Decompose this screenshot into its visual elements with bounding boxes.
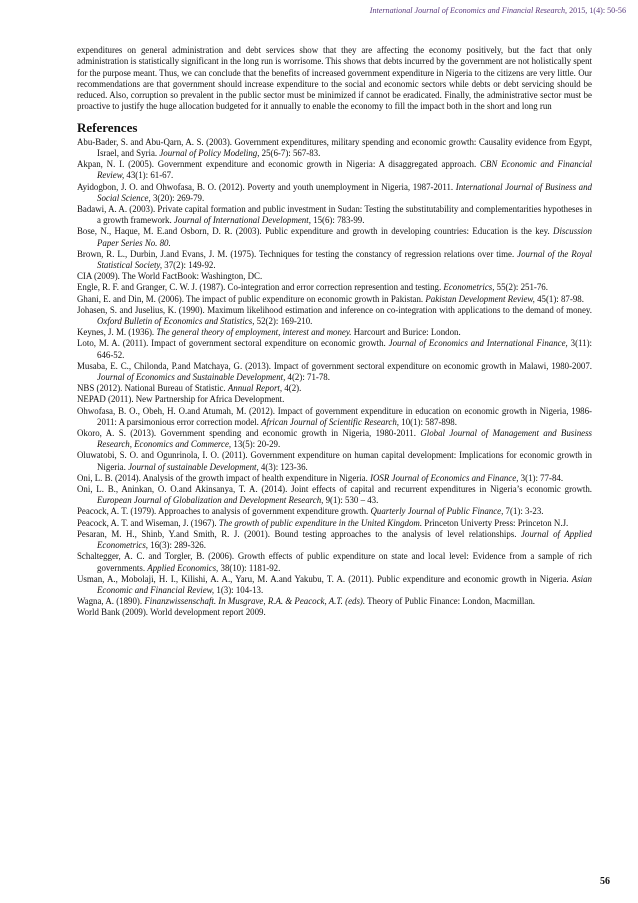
reference-source: Pakistan Development Review,	[425, 293, 535, 304]
reference-details: 15(6): 783-99.	[310, 215, 365, 226]
references-heading: References	[77, 119, 138, 135]
reference-entry	[77, 551, 592, 573]
reference-details: 1(3): 104-13.	[214, 584, 264, 595]
reference-details: 3(11): 646-52.	[97, 338, 592, 360]
journal-name: International Journal of Economics and Financial Research,	[369, 6, 568, 15]
reference-details: 3(20): 269-79.	[150, 192, 205, 203]
reference-entry	[77, 484, 592, 506]
reference-entry	[77, 473, 592, 484]
reference-text: World Bank (2009). World development report 2009.	[77, 607, 266, 618]
reference-text: CIA (2009). The World FactBook: Washington, DC.	[77, 271, 263, 282]
reference-entry	[77, 182, 592, 204]
reference-source: The growth of public expenditure in the United Kingdom.	[218, 517, 423, 528]
reference-entry	[77, 159, 592, 181]
reference-entry	[77, 294, 592, 305]
page-number: 56	[600, 876, 610, 887]
running-header	[370, 6, 626, 15]
reference-text: Ohwofasa, B. O., Obeh, H. O.and Atumah, M. (2012). Impact of government expenditure in education on economic growth in Nigeria, 1986-2011: A parsimonious error correction model.	[77, 405, 592, 427]
journal-issue: 2015, 1(4): 50-56	[567, 6, 626, 15]
reference-text: Oluwatobi, S. O. and Ogunrinola, I. O. (2011). Government expenditure on human capital development: Implications for economic growth in Nigeria.	[77, 450, 592, 472]
reference-text: Badawi, A. A. (2003). Private capital formation and public investment in Sudan: Testing the substitutability and complementarities hypotheses in a growth framework.	[77, 204, 592, 226]
reference-details: 16(3): 289-326.	[148, 540, 206, 551]
conclusion-paragraph: expenditures on general administration and debt services show that they are affecting the economy positively, but the fact that only administration is statistically significant in the long run is worrisome. This shows that debts incurred by the government are not holistically spent for the purpose meant. Thus, we can conclude that the benefits of increased government expenditure in Nigeria to the citizens are very little. Our recommendations are that government should increase expenditure to the social and economic sectors while debts or debt servicing should be reduced. Also, corruption so prevalent in the public sector must be minimized if cannot be eradicated. Finally, the administrative sector must be proactive to justify the huge allocation budgeted for it annually to enable the economy to fill the impact both in the short and long run	[77, 45, 592, 112]
reference-text: Pesaran, M. H., Shinb, Y.and Smith, R. J. (2001). Bound testing approaches to the analysis of level relationships.	[77, 528, 521, 539]
reference-details: 7(1): 3-23.	[503, 506, 544, 517]
reference-entry	[77, 406, 592, 428]
reference-source: Journal of Policy Modeling	[159, 147, 258, 158]
reference-source: Discussion Paper Series No. 80.	[97, 226, 592, 248]
reference-text: Johasen, S. and Juselius, K. (1990). Maximum likelihood estimation and inference on co-integration with applications to the demand of money.	[77, 304, 592, 315]
reference-source: Journal of sustainable Development,	[128, 461, 259, 472]
reference-entry	[77, 271, 592, 282]
reference-entry	[77, 327, 592, 338]
reference-details: 52(2): 169-210.	[254, 316, 313, 327]
reference-text: Ayidogbon, J. O. and Ohwofasa, B. O. (2012). Poverty and youth unemployment in Nigeria, 1987-2011.	[77, 181, 456, 192]
reference-entry	[77, 338, 592, 360]
reference-text: Abu-Bader, S. and Abu-Qarn, A. S. (2003). Government expenditures, military spending and economic growth: Causality evidence from Egypt, Israel, and Syria.	[77, 136, 592, 158]
reference-details: 9(1): 530 – 43.	[323, 495, 379, 506]
reference-source: International Journal of Business and Social Science,	[97, 181, 592, 203]
reference-text: Wagna, A. (1890).	[77, 596, 145, 607]
reference-source: Finanzwissenschaft. In Musgrave, R.A. & Peacock, A.T. (eds).	[144, 596, 366, 607]
reference-list	[77, 137, 592, 619]
reference-text: Peacock, A. T. (1979). Approaches to analysis of government expenditure growth.	[77, 506, 371, 517]
reference-source: Econometrics,	[443, 282, 495, 293]
reference-details: 55(2): 251-76.	[494, 282, 548, 293]
reference-source: Annual Report,	[227, 383, 283, 394]
reference-text: Bose, N., Haque, M. E.and Osborn, D. R. (2003). Public expenditure and growth in developing countries: Education is the key.	[77, 226, 554, 237]
page-content	[77, 45, 592, 619]
reference-details: 45(1): 87-98.	[534, 293, 584, 304]
reference-text: Ghani, E. and Din, M. (2006). The impact of public expenditure on economic growth in Pakistan.	[77, 293, 426, 304]
reference-source: Journal of the Royal Statistical Society,	[97, 248, 592, 271]
reference-entry	[77, 204, 592, 226]
reference-text: Okoro, A. S. (2013). Government spending and economic growth in Nigeria, 1980-2011.	[77, 428, 421, 439]
reference-text: Peacock, A. T. and Wiseman, J. (1967).	[77, 517, 219, 528]
reference-details: 4(3): 123-36.	[258, 461, 308, 472]
reference-details: 37(2): 149-92.	[162, 260, 216, 271]
reference-entry	[77, 394, 592, 405]
reference-entry	[77, 361, 592, 383]
reference-source: Journal of Economics and Sustainable Development,	[97, 372, 286, 383]
reference-details: 3(1): 77-84.	[518, 472, 564, 483]
reference-source: African Journal of Scientific Research,	[261, 416, 400, 427]
reference-text: Brown, R. L., Durbin, J.and Evans, J. M. (1975). Techniques for testing the constancy of regression relations over time.	[77, 248, 518, 259]
reference-text: Usman, A., Mobolaji, H. I., Kilishi, A. A., Yaru, M. A.and Yakubu, T. A. (2011). Public expenditure and economic growth in Nigeria.	[77, 573, 572, 584]
reference-text: Oni, L. B., Aninkan, O. O.and Akinsanya, T. A. (2014). Joint effects of capital and recurrent expenditures in Nigeria’s economic growth.	[77, 484, 592, 495]
reference-text: Loto, M. A. (2011). Impact of government sectoral expenditure on economic growth.	[77, 338, 389, 349]
reference-source: IOSR Journal of Economics and Finance,	[370, 472, 519, 483]
reference-entry	[77, 383, 592, 394]
reference-details: 13(5): 20-29.	[231, 439, 281, 450]
reference-entry	[77, 506, 592, 517]
reference-entry	[77, 607, 592, 618]
reference-text: Keynes, J. M. (1936).	[77, 327, 157, 338]
reference-entry	[77, 428, 592, 450]
reference-details: , 25(6-7): 567-83.	[257, 147, 321, 158]
reference-text: Engle, R. F. and Granger, C. W. J. (1987). Co-integration and error correction represention and testing.	[77, 282, 444, 293]
reference-source: CBN Economic and Financial Review,	[97, 159, 592, 181]
reference-text: Schaltegger, A. C. and Torgler, B. (2006). Growth effects of public expenditure on state and local level: Evidence from a sample of rich governments.	[77, 551, 592, 573]
reference-source: Quarterly Journal of Public Finance,	[370, 506, 504, 517]
reference-entry	[77, 305, 592, 327]
reference-source: Asian Economic and Financial Review,	[97, 573, 592, 595]
reference-entry	[77, 574, 592, 596]
reference-details: 43(1): 61-67.	[124, 170, 174, 181]
reference-entry	[77, 282, 592, 293]
reference-details: Harcourt and Burice: London.	[351, 327, 461, 338]
reference-source: Global Journal of Management and Business Research, Economics and Commerce,	[97, 428, 592, 450]
reference-details: 10(1): 587-898.	[399, 416, 457, 427]
reference-details: 4(2).	[282, 383, 302, 394]
reference-entry	[77, 226, 592, 248]
reference-source: The general theory of employment, interest and money.	[156, 327, 352, 338]
reference-details: Theory of Public Finance: London, Macmillan.	[365, 596, 535, 607]
reference-details: Princeton Univerty Press: Princeton N.J.	[422, 517, 569, 528]
reference-text: NEPAD (2011). New Partnership for Africa Development.	[77, 394, 285, 405]
reference-details: 4(2): 71-78.	[285, 372, 330, 383]
reference-source: Journal of International Development,	[173, 215, 311, 226]
reference-entry	[77, 450, 592, 472]
reference-entry	[77, 518, 592, 529]
reference-text: Oni, L. B. (2014). Analysis of the growth impact of health expenditure in Nigeria.	[77, 472, 371, 483]
reference-entry	[77, 249, 592, 271]
reference-text: NBS (2012). National Bureau of Statistic.	[77, 383, 228, 394]
reference-source: Journal of Applied Econometrics,	[97, 528, 592, 551]
reference-entry	[77, 596, 592, 607]
reference-text: Musaba, E. C., Chilonda, P.and Matchaya, G. (2013). Impact of government sectoral expenditure on economic growth in Malawi, 1980-2007.	[77, 360, 592, 371]
reference-source: European Journal of Globalization and Development Research,	[97, 495, 324, 506]
reference-source: Oxford Bulletin of Economics and Statistics,	[97, 316, 255, 327]
reference-details: 38(10): 1181-92.	[218, 562, 281, 573]
reference-source: Journal of Economics and International Finance,	[388, 338, 568, 349]
reference-source: Applied Economics,	[147, 562, 219, 573]
reference-entry	[77, 529, 592, 551]
reference-text: Akpan, N. I. (2005). Government expenditure and economic growth in Nigeria: A disaggregated approach.	[77, 159, 480, 170]
reference-entry	[77, 137, 592, 159]
